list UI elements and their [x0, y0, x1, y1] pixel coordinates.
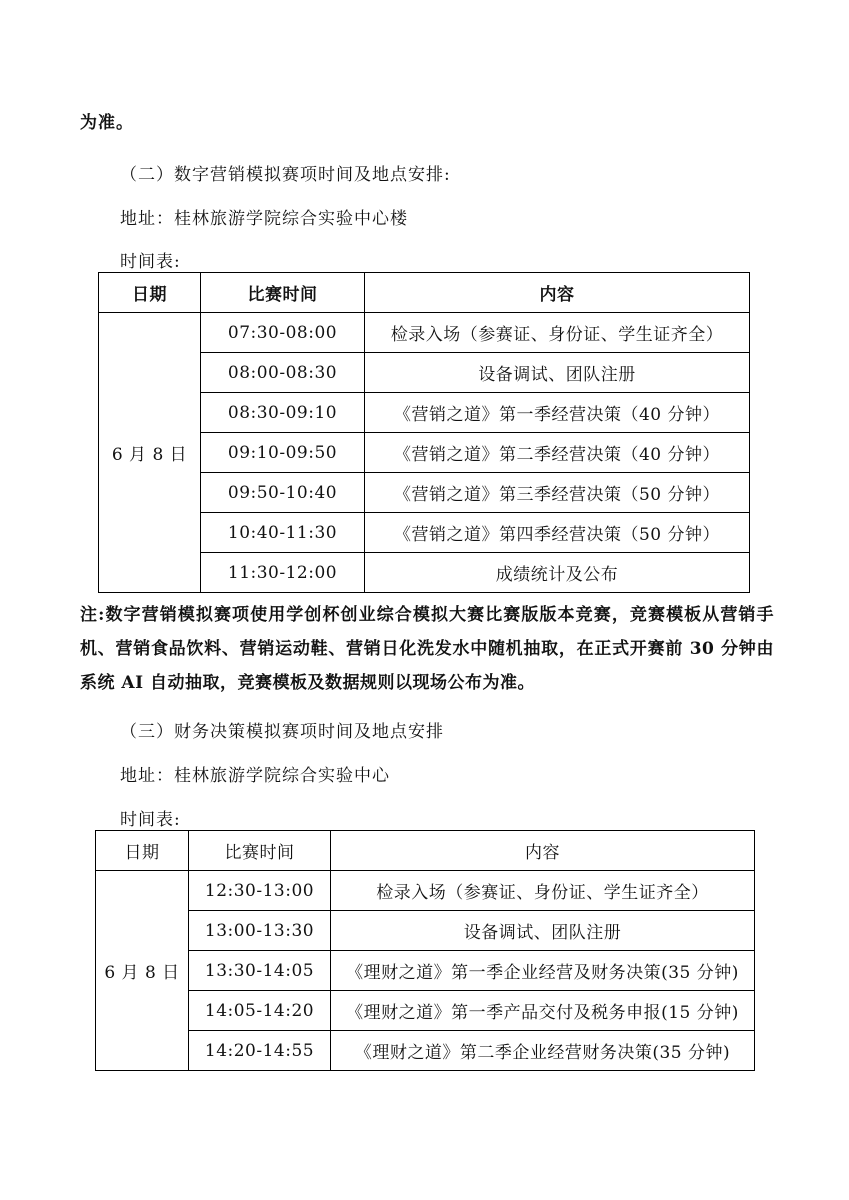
time-cell: 08:30-09:10: [201, 393, 365, 433]
content-cell: 检录入场（参赛证、身份证、学生证齐全）: [365, 313, 750, 353]
header-time: 比赛时间: [201, 273, 365, 313]
content-cell: 《营销之道》第三季经营决策（50 分钟）: [365, 473, 750, 513]
time-cell: 14:05-14:20: [189, 991, 331, 1031]
marketing-note: 注:数字营销模拟赛项使用学创杯创业综合模拟大赛比赛版版本竞赛，竞赛模板从营销手机、营销食品饮料、营销运动鞋、营销日化洗发水中随机抽取，在正式开赛前 30 分钟由系统 AI 自动抽取，竞赛模板及数据规则以现场公布为准。: [80, 605, 774, 693]
content-cell: 《理财之道》第二季企业经营财务决策(35 分钟): [331, 1031, 755, 1071]
marketing-schedule-table: [98, 272, 750, 593]
date-cell: 6 月 8 日: [96, 871, 189, 1071]
table-row: [96, 951, 755, 991]
header-content: 内容: [331, 831, 755, 871]
time-cell: 09:10-09:50: [201, 433, 365, 473]
time-cell: 12:30-13:00: [189, 871, 331, 911]
header-content: 内容: [365, 273, 750, 313]
time-cell: 14:20-14:55: [189, 1031, 331, 1071]
table-row: [96, 871, 755, 911]
time-cell: 13:00-13:30: [189, 911, 331, 951]
content-cell: 《营销之道》第二季经营决策（40 分钟）: [365, 433, 750, 473]
table-row: [96, 991, 755, 1031]
time-cell: 07:30-08:00: [201, 313, 365, 353]
content-cell: 《营销之道》第四季经营决策（50 分钟）: [365, 513, 750, 553]
table-row: [99, 313, 750, 353]
header-date: 日期: [99, 273, 201, 313]
time-cell: 10:40-11:30: [201, 513, 365, 553]
content-cell: 《理财之道》第一季产品交付及税务申报(15 分钟): [331, 991, 755, 1031]
content-cell: 设备调试、团队注册: [331, 911, 755, 951]
carryover-text: 为准。: [80, 113, 134, 133]
header-date: 日期: [96, 831, 189, 871]
table-row: [96, 911, 755, 951]
section2-schedule-label: 时间表:: [120, 252, 181, 272]
time-cell: 09:50-10:40: [201, 473, 365, 513]
header-time: 比赛时间: [189, 831, 331, 871]
section2-address: 地址：桂林旅游学院综合实验中心楼: [120, 209, 408, 229]
section3-heading: （三）财务决策模拟赛项时间及地点安排: [120, 722, 444, 742]
table-header-row: [99, 273, 750, 313]
content-cell: 检录入场（参赛证、身份证、学生证齐全）: [331, 871, 755, 911]
time-cell: 08:00-08:30: [201, 353, 365, 393]
section3-address: 地址：桂林旅游学院综合实验中心: [120, 766, 390, 786]
content-cell: 成绩统计及公布: [365, 553, 750, 593]
table-row: [96, 1031, 755, 1071]
table-header-row: [96, 831, 755, 871]
time-cell: 11:30-12:00: [201, 553, 365, 593]
content-cell: 《理财之道》第一季企业经营及财务决策(35 分钟): [331, 951, 755, 991]
date-cell: 6 月 8 日: [99, 313, 201, 593]
content-cell: 设备调试、团队注册: [365, 353, 750, 393]
finance-schedule-table: [95, 830, 755, 1071]
section2-heading: （二）数字营销模拟赛项时间及地点安排:: [120, 165, 451, 185]
content-cell: 《营销之道》第一季经营决策（40 分钟）: [365, 393, 750, 433]
time-cell: 13:30-14:05: [189, 951, 331, 991]
section3-schedule-label: 时间表:: [120, 810, 181, 830]
